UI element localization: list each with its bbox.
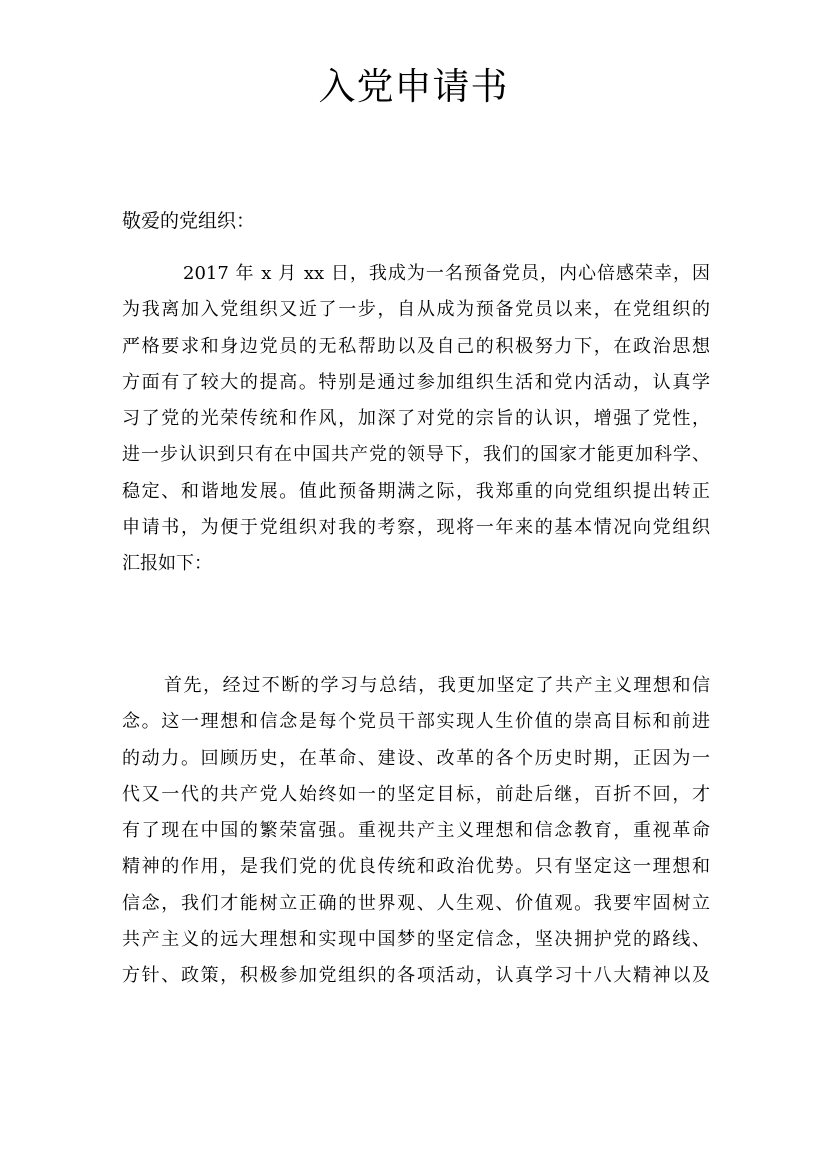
paragraph-line: 汇报如下： [122,553,212,575]
paragraph-line: 稳定、和谐地发展。值此预备期满之际，我郑重的向党组织提出转正 [122,480,710,502]
paragraph-line: 念。这一理想和信念是每个党员干部实现人生价值的崇高目标和前进 [122,711,710,733]
document-title: 入党申请书 [318,65,509,108]
paragraph-1 [122,256,710,583]
paragraph-line: 进一步认识到只有在中国共产党的领导下，我们的国家才能更加科学、 [122,444,710,466]
paragraph-line: 严格要求和身边党员的无私帮助以及自己的积极努力下，在政治思想 [122,335,710,357]
paragraph-line: 共产主义的远大理想和实现中国梦的坚定信念，坚决拥护党的路线、 [122,929,710,951]
paragraph-line: 为我离加入党组织又近了一步，自从成为预备党员以来，在党组织的 [122,299,710,321]
paragraph-line: 有了现在中国的繁荣富强。重视共产主义理想和信念教育，重视革命 [122,820,710,842]
salutation: 敬爱的党组织： [122,210,256,232]
paragraph-line: 首先，经过不断的学习与总结，我更加坚定了共产主义理想和信 [164,675,710,696]
paragraph-line: 代又一代的共产党人始终如一的坚定目标，前赴后继，百折不回，才 [122,783,710,805]
paragraph-line: 方针、政策，积极参加党组织的各项活动，认真学习十八大精神以及 [122,965,710,987]
paragraph-line: 方面有了较大的提高。特别是通过参加组织生活和党内活动，认真学 [122,371,710,393]
paragraph-2 [122,668,710,995]
paragraph-line: 申请书，为便于党组织对我的考察，现将一年来的基本情况向党组织 [122,517,710,539]
paragraph-line: 2017 年 x 月 xx 日，我成为一名预备党员，内心倍感荣幸，因 [183,263,710,284]
paragraph-line: 信念，我们才能树立正确的世界观、人生观、价值观。我要牢固树立 [122,892,710,914]
paragraph-line: 习了党的光荣传统和作风，加深了对党的宗旨的认识，增强了党性， [122,408,710,430]
paragraph-line: 的动力。回顾历史，在革命、建设、改革的各个历史时期，正因为一 [122,747,710,769]
paragraph-line: 精神的作用，是我们党的优良传统和政治优势。只有坚定这一理想和 [122,856,710,878]
